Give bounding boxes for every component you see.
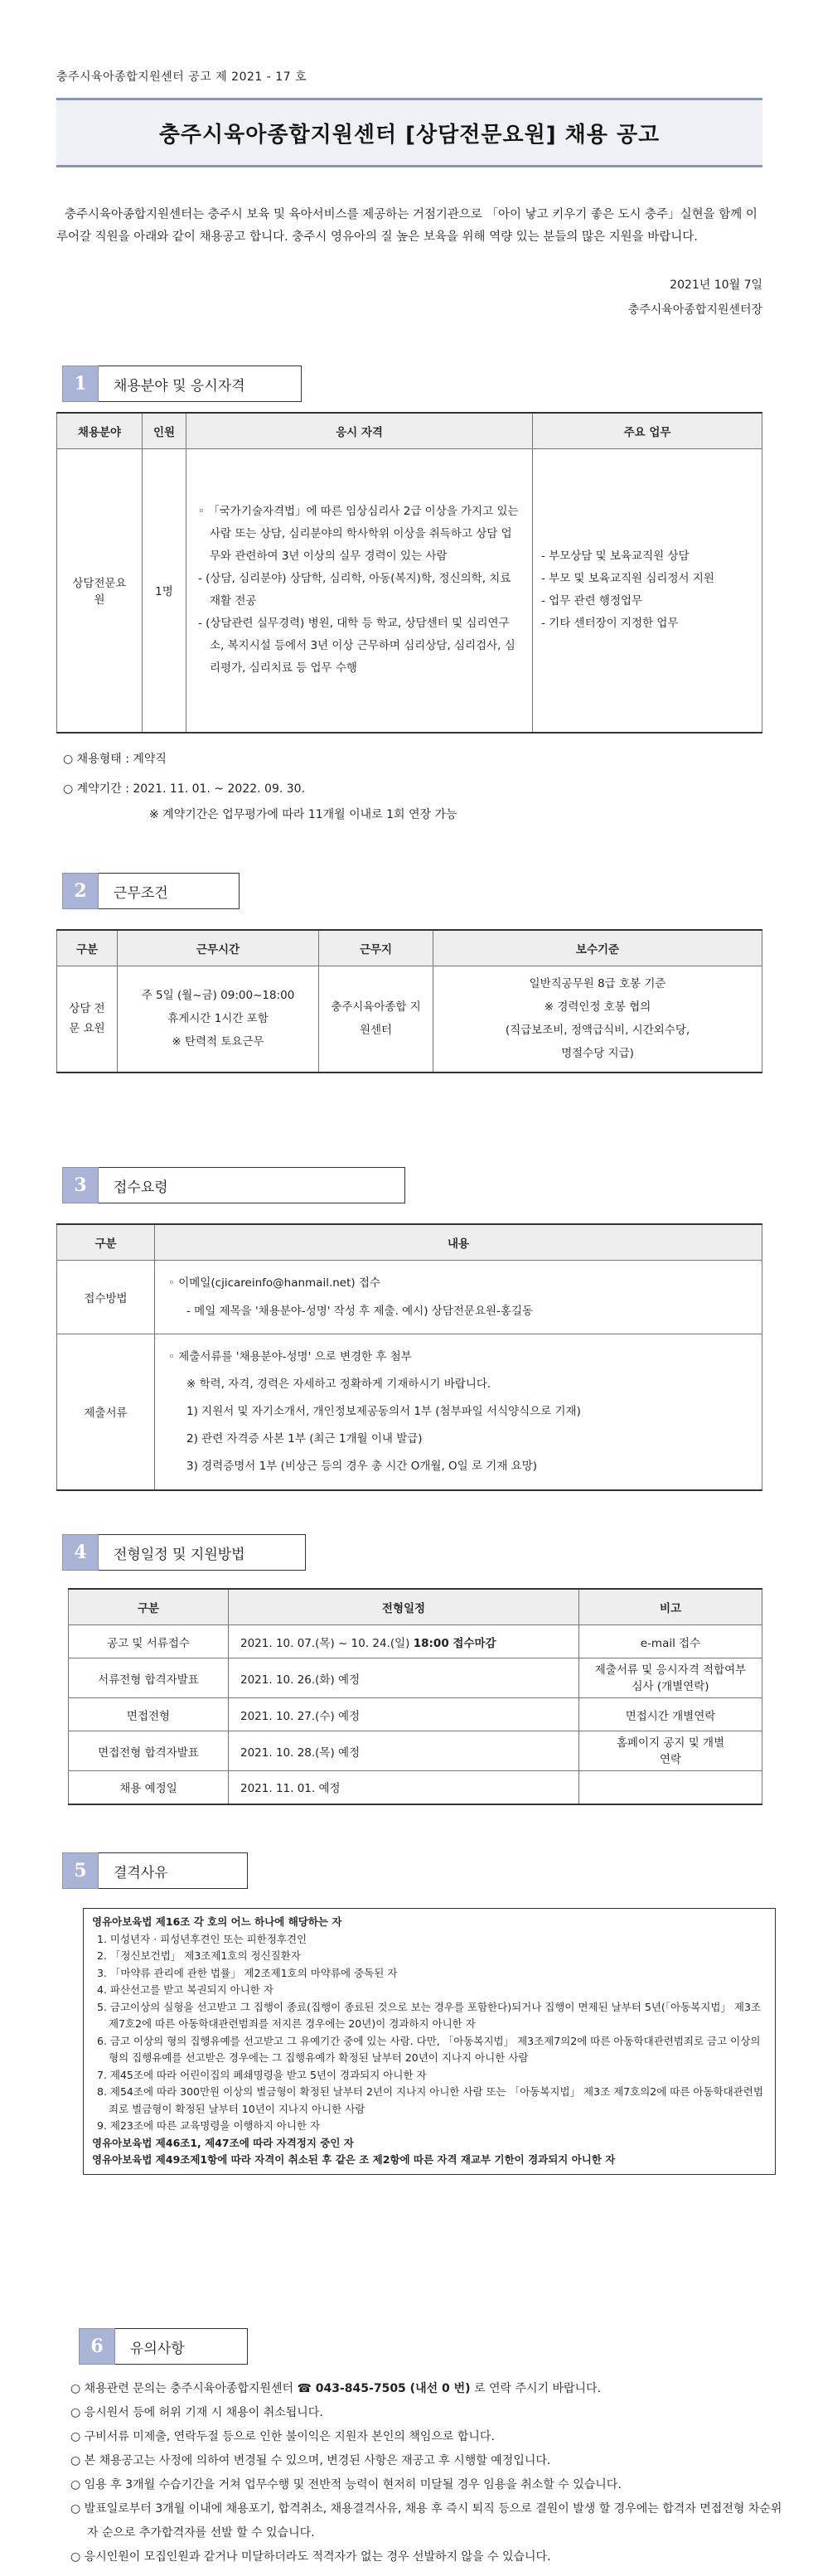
work-field: 상담 전문 요원	[57, 966, 118, 1073]
col-header: 근무시간	[118, 930, 319, 966]
pay-standard	[433, 966, 762, 1073]
working-conditions-table	[56, 929, 762, 1073]
docs-content	[155, 1334, 762, 1490]
qualifications	[186, 449, 533, 733]
disqualification-box	[83, 1908, 776, 2175]
qualification-item: - (상담, 심리분야) 상담학, 심리학, 아동(복지)학, 정신의학, 치료재활 전공	[198, 572, 511, 608]
disqualification-item: 3. 「마약류 관리에 관한 법률」 제2조제1호의 마약류에 중독된 자	[97, 1966, 398, 1979]
col-header: 구분	[57, 930, 118, 966]
col-header: 구분	[57, 1224, 155, 1261]
work-place: 충주시육아종합 지원센터	[319, 966, 433, 1073]
section-label: 결격사유	[99, 1852, 248, 1889]
issuer-name: 충주시육아종합지원센터장	[627, 303, 762, 317]
section-label: 근무조건	[99, 873, 240, 909]
col-header: 근무지	[319, 930, 433, 966]
section-number: 5	[62, 1852, 99, 1889]
schedule-note	[579, 1771, 762, 1804]
pay-line: 명절수당 지급)	[561, 1047, 634, 1061]
recruit-field: 상담전문요원	[57, 449, 143, 733]
notice-date: 2021년 10월 7일	[670, 278, 762, 292]
schedule-date	[229, 1625, 579, 1658]
recruitment-table	[56, 412, 762, 734]
docs-line: 2) 관련 자격증 사본 1부 (최근 1개월 이내 발급)	[186, 1431, 423, 1445]
note-item	[70, 2377, 783, 2401]
title-banner	[56, 98, 762, 167]
note-item: ○ 임용 후 3개월 수습기간을 거쳐 업무수행 및 전반적 능력이 현저히 미달될 경우 임용을 취소할 수 있습니다.	[70, 2478, 622, 2491]
qualification-item: - (상담관련 실무경력) 병원, 대학 등 학교, 상담센터 및 심리연구소, 복지시설 등에서 3년 이상 근무하며 심리상담, 심리검사, 심리평가, 심리치료 등 업무 수행	[198, 617, 515, 675]
col-header: 비고	[579, 1589, 762, 1625]
deadline-text: 18:00 접수마감	[413, 1636, 496, 1650]
schedule-stage: 공고 및 서류접수	[69, 1625, 229, 1658]
docs-line: 3) 경력증명서 1부 (비상근 등의 경우 총 시간 O개월, O일 로 기재 요망)	[186, 1459, 538, 1473]
qualification-item: ◦ 「국가기술자격법」에 따른 임상심리사 2급 이상을 가지고 있는 사람 또는 상담, 심리분야의 학사학위 이상을 취득하고 상담 업무와 관련하여 3년 이상의 실무 경력이 있는 사람	[198, 505, 519, 564]
disqualification-foot: 영유아보육법 제49조제1항에 따라 자격이 취소된 후 같은 조 제2항에 따른 자격 재교부 기한이 경과되지 아니한 자	[92, 2153, 616, 2166]
col-header: 전형일정	[229, 1589, 579, 1625]
contract-period: ○ 계약기간 : 2021. 11. 01. ~ 2022. 09. 30.	[63, 782, 306, 796]
section-label: 접수요령	[99, 1167, 405, 1203]
schedule-date-text: 2021. 10. 07.(목) ~ 10. 24.(일)	[240, 1636, 414, 1650]
note-item: ○ 구비서류 미제출, 연락두절 등으로 인한 불이익은 지원자 본인의 책임으로 합니다.	[70, 2430, 495, 2443]
method-content	[155, 1261, 762, 1334]
disqualification-head: 영유아보육법 제16조 각 호의 어느 하나에 해당하는 자	[92, 1915, 342, 1928]
col-header: 채용분야	[57, 413, 143, 449]
schedule-date: 2021. 10. 28.(목) 예정	[229, 1731, 579, 1771]
note-item: ○ 응시원서 등에 허위 기재 시 채용이 취소됩니다.	[70, 2406, 323, 2419]
page-title: 충주시육아종합지원센터 [상담전문요원] 채용 공고	[158, 122, 661, 148]
col-header: 내용	[155, 1224, 762, 1261]
section-1-heading	[62, 365, 302, 403]
method-label: 접수방법	[57, 1261, 155, 1334]
contract-note: ※ 계약기간은 업무평가에 따라 11개월 이내로 1회 연장 가능	[149, 808, 457, 821]
col-header: 인원	[143, 413, 186, 449]
notice-number: 충주시육아종합지원센터 공고 제 2021 - 17 호	[56, 70, 307, 84]
application-table	[56, 1223, 762, 1491]
schedule-note: 홈페이지 공지 및 개별연락	[579, 1731, 762, 1771]
notes-list	[70, 2377, 783, 2569]
section-6-heading	[79, 2327, 248, 2365]
disqualification-item: 8. 제54조에 따라 300만원 이상의 벌금형이 확정된 날부터 2년이 지나지 아니한 사람 또는 「아동복지법」 제3조 제7호의2에 따른 아동학대관련범죄로 벌금형이 확정된 날부터 10년이 지나지 아니한 사람	[97, 2085, 763, 2115]
schedule-stage: 채용 예정일	[69, 1771, 229, 1804]
note-text: 로 연락 주시기 바랍니다.	[470, 2382, 602, 2395]
disqualification-item: 2. 「정신보건법」 제3조제1호의 정신질환자	[97, 1949, 301, 1962]
note-text: ○ 채용관련 문의는 충주시육아종합지원센터	[70, 2382, 298, 2395]
disqualification-item: 6. 금고 이상의 형의 집행유예를 선고받고 그 유예기간 중에 있는 사람. 다만, 「아동복지법」 제3조제7의2에 따른 아동학대관련범죄로 금고 이상의 형의 집행유예를 선고받은 경우에는 그 집행유예가 확정된 날부터 20년이 지나지 아니한 사람	[97, 2034, 761, 2064]
section-label: 전형일정 및 지원방법	[99, 1534, 306, 1571]
schedule-note: 제출서류 및 응시자격 적합여부 심사 (개별연락)	[579, 1658, 762, 1698]
section-2-heading	[62, 872, 240, 910]
hours-line: 휴게시간 1시간 포함	[167, 1012, 269, 1026]
col-header: 응시 자격	[186, 413, 533, 449]
section-number: 3	[62, 1167, 99, 1203]
note-item: ○ 발표일로부터 3개월 이내에 채용포기, 합격취소, 채용결격사유, 채용 후 즉시 퇴직 등으로 결원이 발생 할 경우에는 합격자 면접전형 차순위자 순으로 추가합격자를 선발 할 수 있습니다.	[70, 2502, 782, 2540]
schedule-stage: 면접전형	[69, 1698, 229, 1731]
intro-paragraph: 충주시육아종합지원센터는 충주시 보육 및 육아서비스를 제공하는 거점기관으로 「아이 낳고 키우기 좋은 도시 충주」실현을 함께 이루어갈 직원을 아래와 같이 채용공고 합니다. 충주시 영유아의 질 높은 보육을 위해 역량 있는 분들의 많은 지원을 바랍니다.	[56, 208, 757, 244]
schedule-note: e-mail 접수	[579, 1625, 762, 1658]
method-line: ◦ 이메일(cjicareinfo@hanmail.net) 접수	[168, 1276, 381, 1290]
docs-line: ※ 학력, 자격, 경력은 자세하고 정확하게 기재하시기 바랍니다.	[186, 1377, 491, 1391]
section-3-heading	[62, 1166, 405, 1204]
section-number: 6	[79, 2328, 115, 2365]
note-item: ○ 본 채용공고는 사정에 의하여 변경될 수 있으며, 변경된 사항은 재공고 후 시행할 예정입니다.	[70, 2454, 551, 2467]
contact-phone: ☎ 043-845-7505 (내선 0 번)	[297, 2382, 471, 2395]
duty-item: - 기타 센터장이 지정한 업무	[541, 617, 679, 631]
hours-line: 주 5일 (월~금) 09:00~18:00	[141, 989, 295, 1003]
pay-line: ※ 경력인정 호봉 협의	[544, 1000, 651, 1014]
duty-item: - 부모 및 보육교직원 심리정서 지원	[541, 572, 714, 586]
section-number: 4	[62, 1534, 99, 1571]
col-header: 보수기준	[433, 930, 762, 966]
schedule-table	[68, 1588, 762, 1805]
disqualification-item: 4. 파산선고를 받고 복권되지 아니한 자	[97, 1983, 273, 1996]
hours-line: ※ 탄력적 토요근무	[172, 1035, 264, 1049]
docs-line: 1) 지원서 및 자기소개서, 개인정보제공동의서 1부 (첨부파일 서식양식으로 기재)	[186, 1404, 581, 1418]
employment-type: ○ 채용형태 : 계약직	[63, 753, 167, 766]
pay-line: 일반직공무원 8급 호봉 기준	[529, 977, 666, 991]
col-header: 구분	[69, 1589, 229, 1625]
disqualification-item: 9. 제23조에 따른 교육명령을 이행하지 아니한 자	[97, 2119, 321, 2132]
disqualification-item: 1. 미성년자 · 피성년후견인 또는 피한정후견인	[97, 1932, 307, 1945]
schedule-date: 2021. 10. 26.(화) 예정	[229, 1658, 579, 1698]
section-5-heading	[62, 1852, 248, 1890]
disqualification-foot: 영유아보육법 제46조1, 제47조에 따라 자격정지 중인 자	[92, 2136, 354, 2149]
schedule-date: 2021. 10. 27.(수) 예정	[229, 1698, 579, 1731]
method-line: - 메일 제목을 '채용분야-성명' 작성 후 제출. 예시) 상담전문요원-홍길동	[186, 1305, 534, 1318]
duty-item: - 업무 관련 행정업무	[541, 594, 643, 608]
section-number: 1	[62, 366, 99, 402]
schedule-date: 2021. 11. 01. 예정	[229, 1771, 579, 1804]
work-hours	[118, 966, 319, 1073]
pay-line: (직급보조비, 정액급식비, 시간외수당,	[505, 1024, 690, 1038]
schedule-stage: 서류전형 합격자발표	[69, 1658, 229, 1698]
section-4-heading	[62, 1533, 306, 1571]
schedule-stage: 면접전형 합격자발표	[69, 1731, 229, 1771]
section-number: 2	[62, 873, 99, 909]
col-header: 주요 업무	[533, 413, 762, 449]
disqualification-item: 7. 제45조에 따라 어린이집의 폐쇄명령을 받고 5년이 경과되지 아니한 자	[97, 2068, 427, 2081]
main-duties	[533, 449, 762, 733]
schedule-note: 면접시간 개별연락	[579, 1698, 762, 1731]
section-label: 유의사항	[115, 2328, 248, 2365]
disqualification-item: 5. 금고이상의 실형을 선고받고 그 집행이 종료(집행이 종료된 것으로 보는 경우를 포함한다)되거나 집행이 면제된 날부터 5년(「아동복지법」 제3조제7호2에 따른 아동학대관련범죄를 저지른 경우에는 20년)이 경과하지 아니한 자	[97, 2000, 761, 2030]
note-item: ○ 응시인원이 모집인원과 같거나 미달하더라도 적격자가 없는 경우 선발하지 않을 수 있습니다.	[70, 2550, 551, 2564]
docs-label: 제출서류	[57, 1334, 155, 1490]
duty-item: - 부모상담 및 보육교직원 상담	[541, 550, 690, 564]
recruit-count: 1명	[143, 449, 186, 733]
section-label: 채용분야 및 응시자격	[99, 366, 302, 402]
docs-line: ◦ 제출서류를 '채용분야-성명' 으로 변경한 후 첨부	[168, 1349, 412, 1363]
